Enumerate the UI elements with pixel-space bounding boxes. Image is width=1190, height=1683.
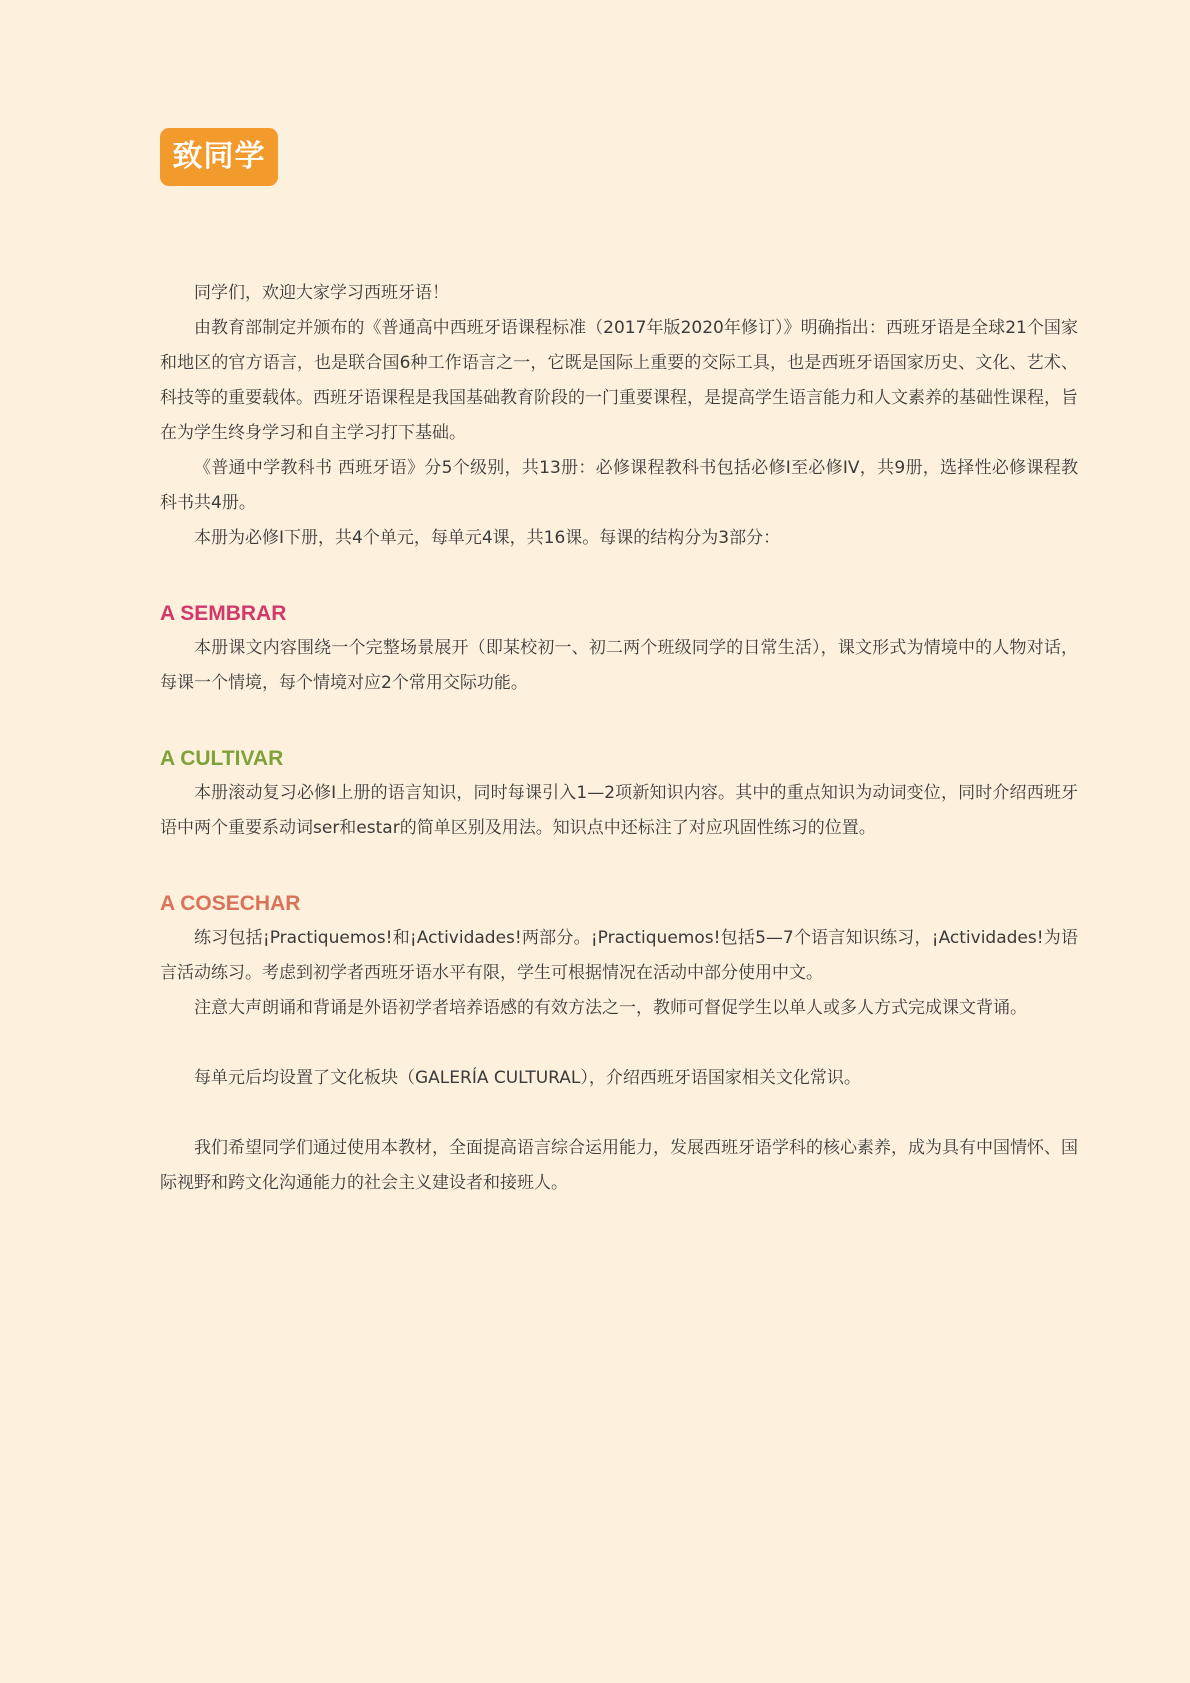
document-body xyxy=(160,276,1078,1201)
section-cosechar-text: 练习包括¡Practiquemos!和¡Actividades!两部分。¡Practiquemos!包括5—7个语言知识练习，¡Actividades!为语言活动练习。考虑到初学者西班牙语水平有限，学生可根据情况在活动中部分使用中文。 xyxy=(160,928,1078,983)
section-heading-sembrar: A SEMBRAR xyxy=(160,602,287,625)
section-heading-cosechar: A COSECHAR xyxy=(160,892,301,915)
intro-greeting: 同学们，欢迎大家学习西班牙语！ xyxy=(194,283,449,303)
section-heading-cultivar: A CULTIVAR xyxy=(160,747,284,770)
intro-textbook-series: 《普通中学教科书 西班牙语》分5个级别，共13册：必修课程教科书包括必修I至必修IV，共9册，选择性必修课程教科书共4册。 xyxy=(160,458,1078,513)
page-title-badge: 致同学 xyxy=(160,128,278,186)
closing-paragraph: 我们希望同学们通过使用本教材，全面提高语言综合运用能力，发展西班牙语学科的核心素养，成为具有中国情怀、国际视野和跨文化沟通能力的社会主义建设者和接班人。 xyxy=(160,1138,1078,1193)
section-cultivar-text: 本册滚动复习必修I上册的语言知识，同时每课引入1—2项新知识内容。其中的重点知识为动词变位，同时介绍西班牙语中两个重要系动词ser和estar的简单区别及用法。知识点中还标注了对应巩固性练习的位置。 xyxy=(160,783,1078,838)
section-cosechar-recitation: 注意大声朗诵和背诵是外语初学者培养语感的有效方法之一，教师可督促学生以单人或多人方式完成课文背诵。 xyxy=(194,998,1027,1018)
gallery-cultural-note: 每单元后均设置了文化板块（GALERÍA CULTURAL），介绍西班牙语国家相关文化常识。 xyxy=(194,1068,861,1088)
intro-volume-structure: 本册为必修I下册，共4个单元，每单元4课，共16课。每课的结构分为3部分： xyxy=(194,528,781,548)
section-sembrar-text: 本册课文内容围绕一个完整场景展开（即某校初一、初二两个班级同学的日常生活），课文形式为情境中的人物对话，每课一个情境，每个情境对应2个常用交际功能。 xyxy=(160,638,1078,693)
intro-curriculum-standard: 由教育部制定并颁布的《普通高中西班牙语课程标准（2017年版2020年修订）》明确指出：西班牙语是全球21个国家和地区的官方语言，也是联合国6种工作语言之一，它既是国际上重要的交际工具，也是西班牙语国家历史、文化、艺术、科技等的重要载体。西班牙语课程是我国基础教育阶段的一门重要课程，是提高学生语言能力和人文素养的基础性课程，旨在为学生终身学习和自主学习打下基础。 xyxy=(160,318,1078,443)
